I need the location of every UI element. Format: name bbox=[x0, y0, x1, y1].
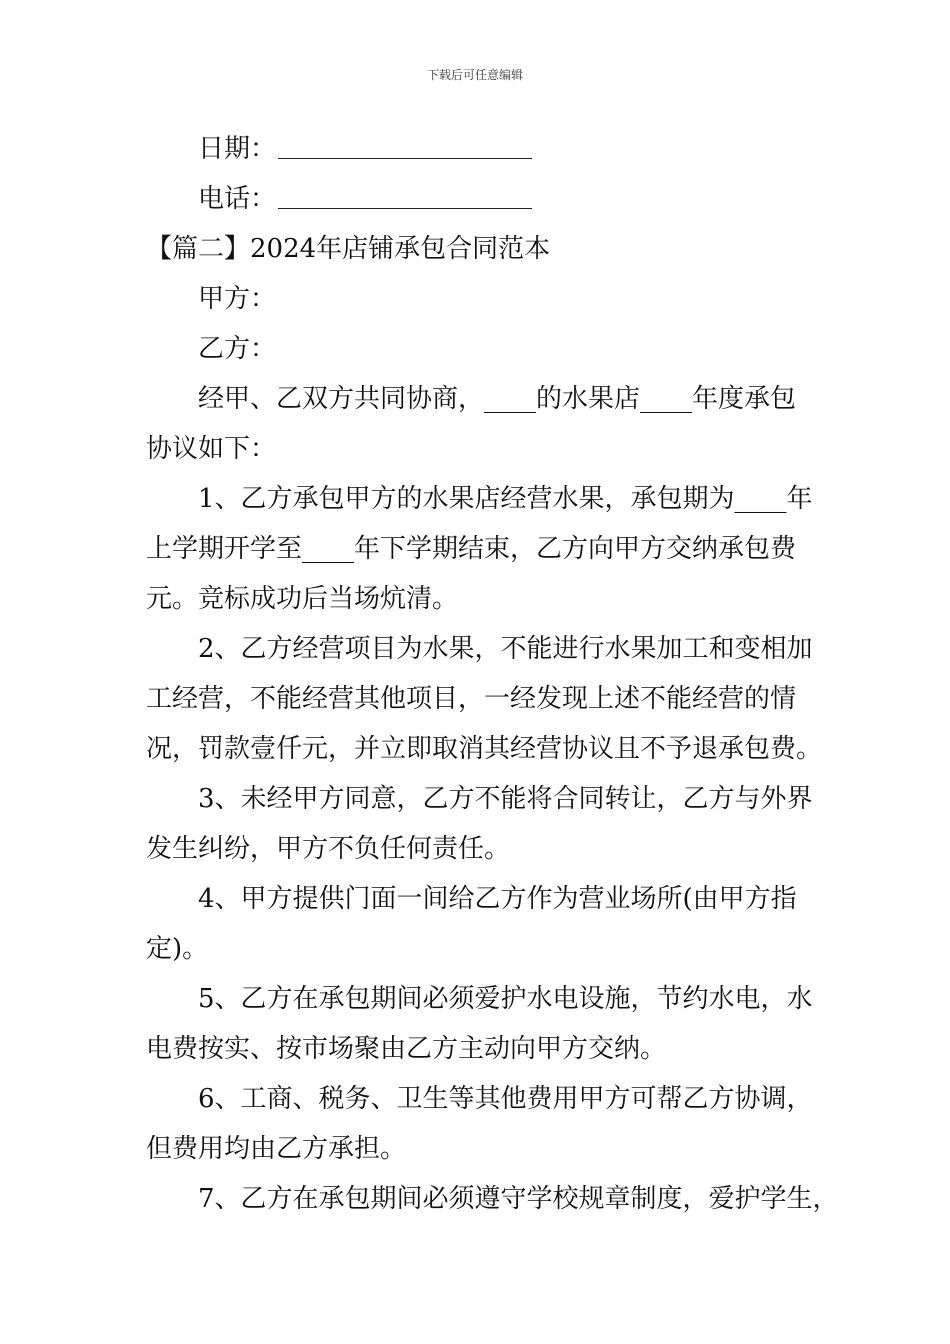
date-field bbox=[146, 124, 810, 174]
clause-line: 3、未经甲方同意，乙方不能将合同转让，乙方与外界 bbox=[198, 784, 813, 814]
date-blank bbox=[278, 140, 532, 159]
intro-line: 协议如下： bbox=[146, 434, 277, 464]
clause-line: 7、乙方在承包期间必须遵守学校规章制度，爱护学生， bbox=[198, 1184, 839, 1214]
clause-line: 5、乙方在承包期间必须爱护水电设施，节约水电，水 bbox=[198, 984, 813, 1014]
clause-2 bbox=[146, 624, 823, 774]
clause-6 bbox=[146, 1074, 813, 1174]
clause-1 bbox=[146, 474, 813, 624]
document-body bbox=[146, 124, 839, 1224]
clause-line: 定)。 bbox=[146, 934, 209, 964]
clause-line: 发生纠纷，甲方不负任何责任。 bbox=[146, 834, 511, 864]
clause-line: 工经营，不能经营其他项目，一经发现上述不能经营的情 bbox=[146, 684, 797, 714]
clause-line: 2、乙方经营项目为水果，不能进行水果加工和变相加 bbox=[198, 634, 813, 664]
clause-line: 4、甲方提供门面一间给乙方作为营业场所(由甲方指 bbox=[198, 884, 797, 914]
clause-line: 上学期开学至____年下学期结束，乙方向甲方交纳承包费 bbox=[146, 534, 797, 564]
section-title: 【篇二】2024年店铺承包合同范本 bbox=[146, 234, 551, 264]
clause-line: 但费用均由乙方承担。 bbox=[146, 1134, 407, 1164]
phone-label: 电话： bbox=[198, 184, 277, 214]
page-header-note: 下载后可任意编辑 bbox=[426, 68, 523, 82]
clause-3 bbox=[146, 774, 813, 874]
date-label: 日期： bbox=[198, 134, 277, 164]
party-b-label: 乙方： bbox=[198, 334, 277, 364]
clause-line: 电费按实、按市场聚由乙方主动向甲方交纳。 bbox=[146, 1034, 667, 1064]
clause-line: 1、乙方承包甲方的水果店经营水果，承包期为____年 bbox=[198, 484, 813, 514]
clause-line: 况，罚款壹仟元，并立即取消其经营协议且不予退承包费。 bbox=[146, 734, 823, 764]
clause-4 bbox=[146, 874, 810, 974]
intro-paragraph bbox=[146, 374, 810, 474]
intro-line: 经甲、乙双方共同协商，____的水果店____年度承包 bbox=[198, 384, 797, 414]
phone-field bbox=[146, 174, 810, 224]
clause-line: 元。竞标成功后当场炕清。 bbox=[146, 584, 459, 614]
phone-blank bbox=[278, 190, 532, 209]
clause-line: 6、工商、税务、卫生等其他费用甲方可帮乙方协调， bbox=[198, 1084, 813, 1114]
clause-5 bbox=[146, 974, 813, 1074]
party-a-label: 甲方： bbox=[198, 284, 277, 314]
clause-7 bbox=[146, 1174, 839, 1224]
